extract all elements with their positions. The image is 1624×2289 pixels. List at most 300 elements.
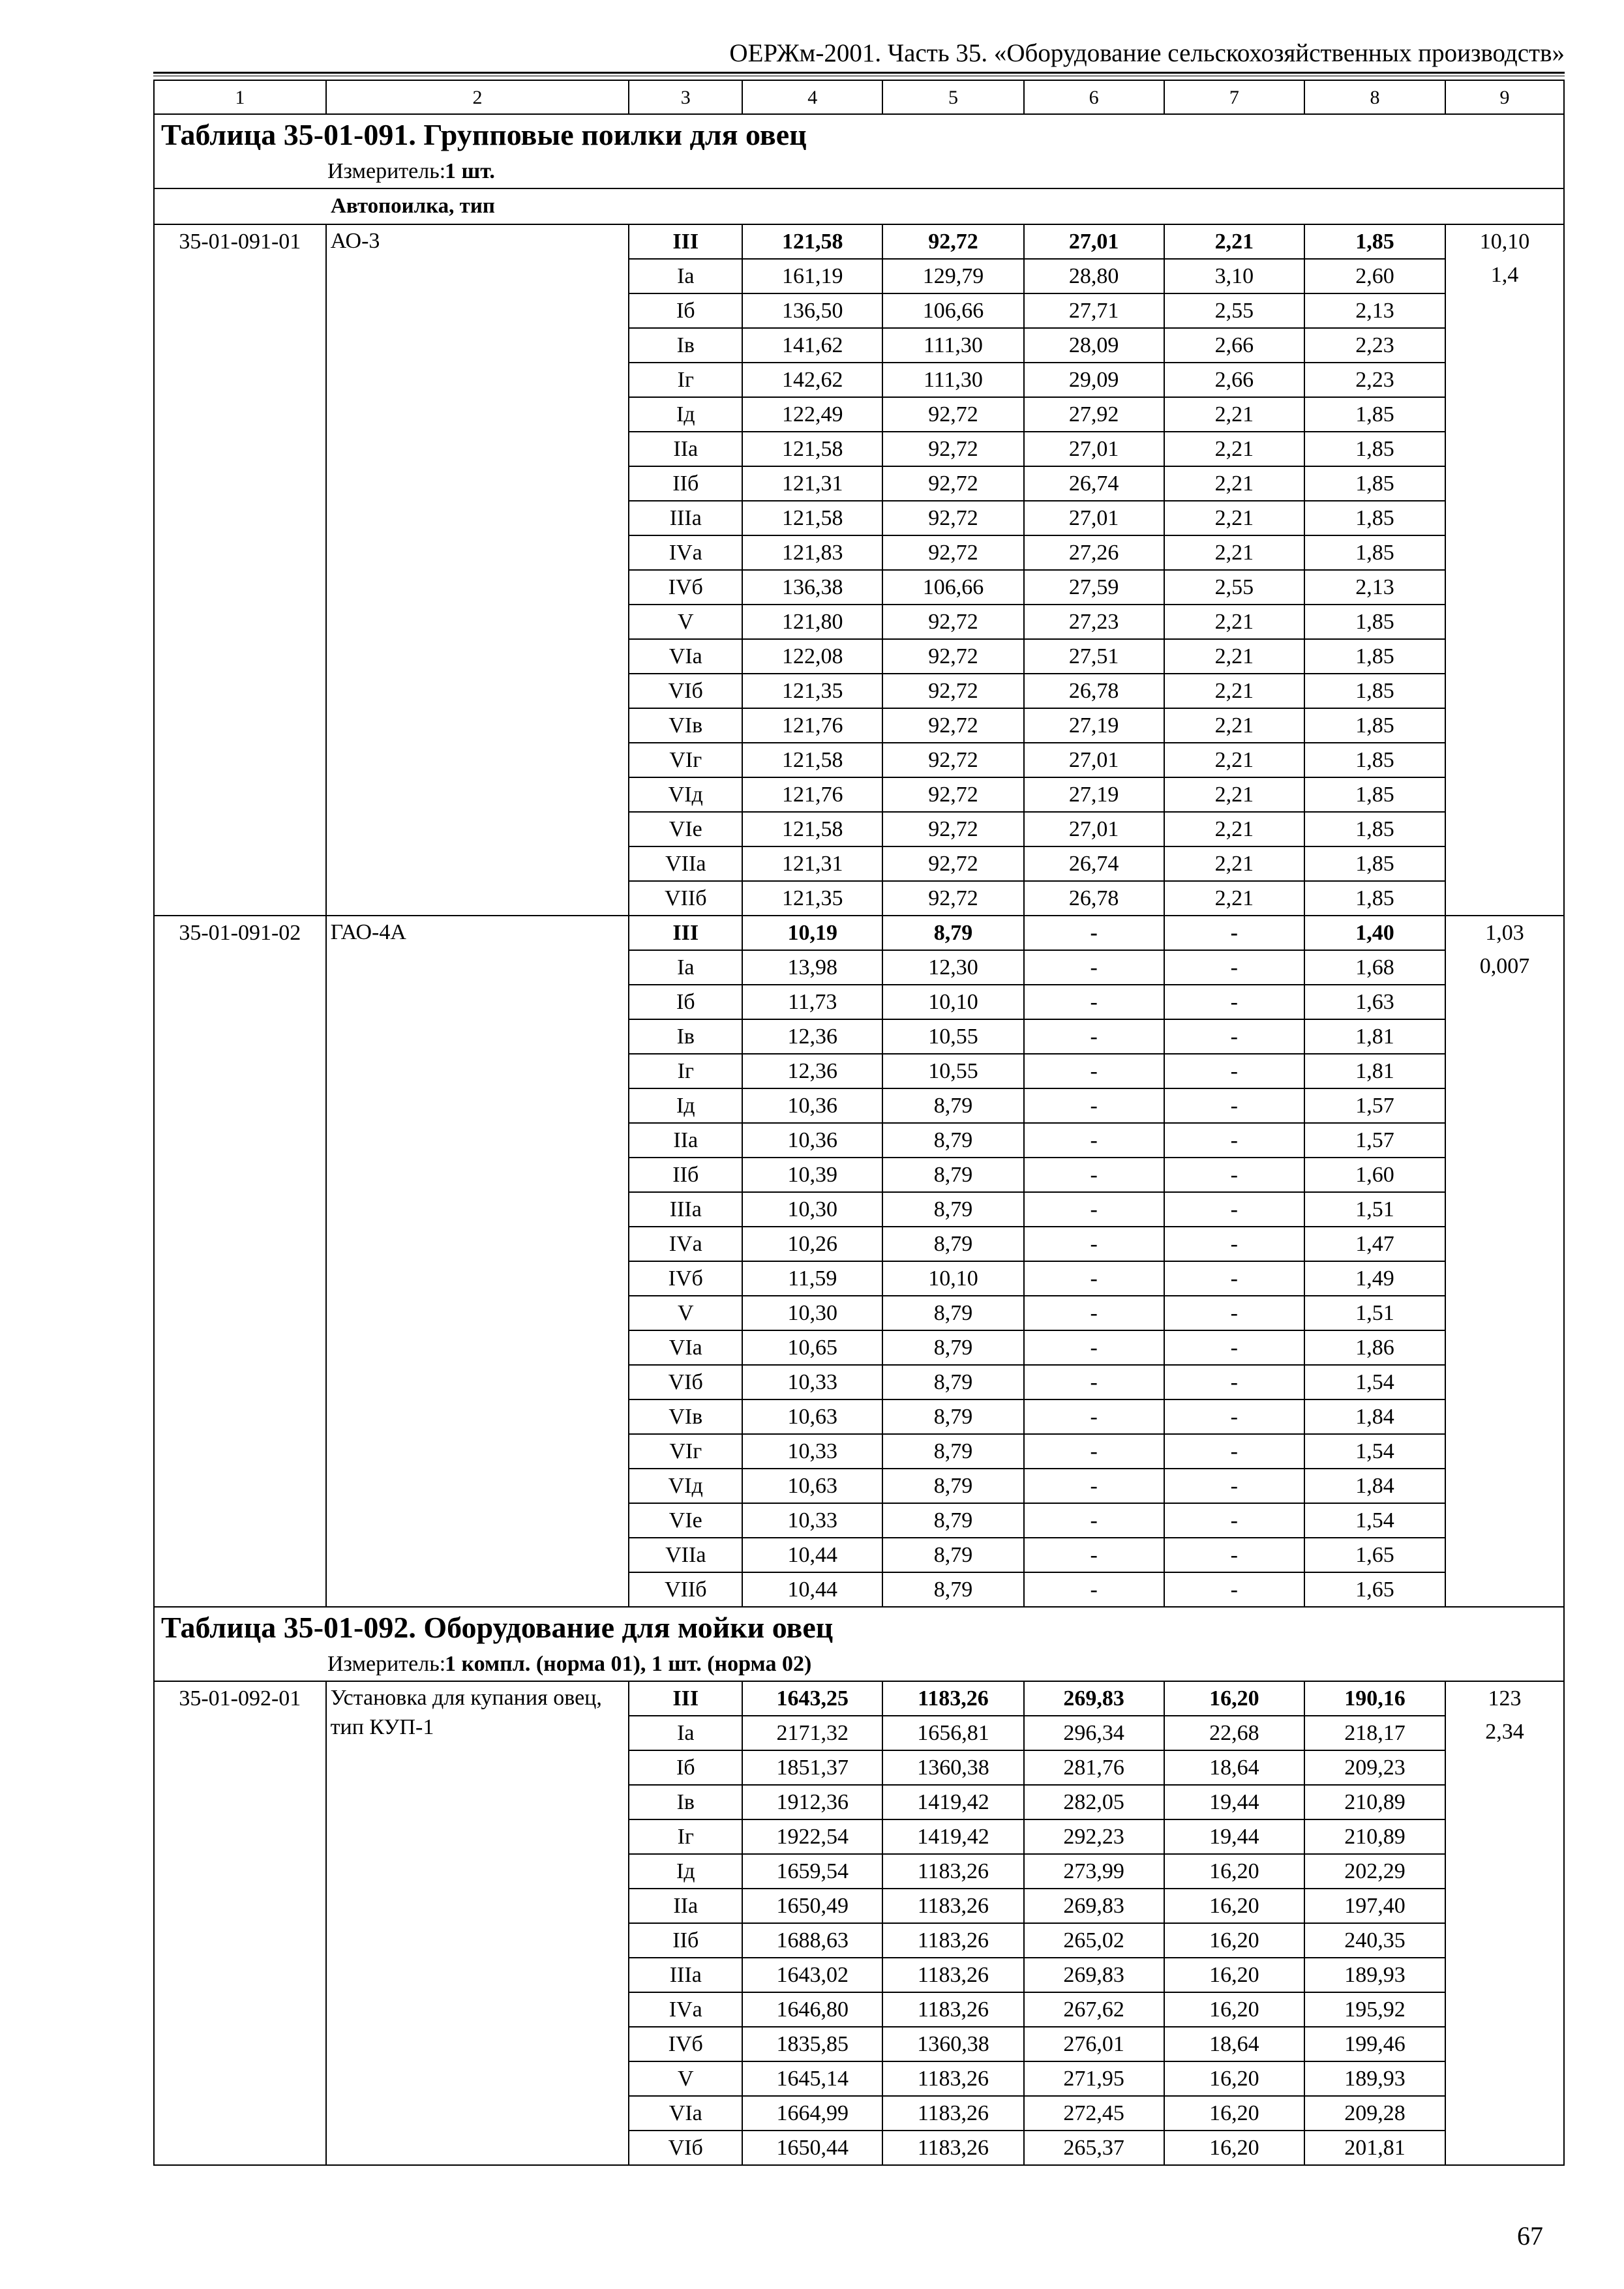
zone-cell: IIа — [629, 432, 742, 466]
value-cell: 2,55 — [1164, 293, 1304, 328]
value-cell: 8,79 — [882, 1158, 1023, 1192]
value-cell: 2,21 — [1164, 708, 1304, 743]
zone-cell: Iб — [629, 1750, 742, 1785]
value-cell: 10,36 — [742, 1088, 882, 1123]
column-number: 7 — [1164, 80, 1304, 114]
zone-cell: V — [629, 1296, 742, 1330]
rates-table — [153, 80, 1565, 2166]
value-cell: 92,72 — [882, 777, 1023, 812]
value-cell: 1183,26 — [882, 1889, 1023, 1923]
value-cell: 195,92 — [1304, 1992, 1445, 2027]
item-name: Установка для купания овец, тип КУП-1 — [326, 1681, 629, 2165]
value-cell: 1,85 — [1304, 224, 1445, 259]
value-cell: 92,72 — [882, 224, 1023, 259]
zone-cell: Iг — [629, 1054, 742, 1088]
value-cell: 189,93 — [1304, 1958, 1445, 1992]
value-cell: - — [1024, 1503, 1164, 1538]
zone-cell: IIб — [629, 1158, 742, 1192]
value-cell: 18,64 — [1164, 1750, 1304, 1785]
value-cell: 1183,26 — [882, 2061, 1023, 2096]
value-cell: 2,21 — [1164, 224, 1304, 259]
zone-cell: IIIа — [629, 1958, 742, 1992]
value-cell: - — [1164, 916, 1304, 950]
unit-label: Измеритель: — [327, 159, 446, 183]
value-cell: 1,85 — [1304, 466, 1445, 501]
value-cell: - — [1024, 1192, 1164, 1227]
value-cell: - — [1024, 1088, 1164, 1123]
value-cell: 8,79 — [882, 1227, 1023, 1261]
value-cell: 1912,36 — [742, 1785, 882, 1819]
zone-cell: III — [629, 916, 742, 950]
value-cell: 1646,80 — [742, 1992, 882, 2027]
zone-cell: IIа — [629, 1123, 742, 1158]
value-cell: 1,85 — [1304, 846, 1445, 881]
value-cell: 2,21 — [1164, 501, 1304, 535]
value-cell: 121,31 — [742, 846, 882, 881]
zone-cell: VIб — [629, 2131, 742, 2165]
value-cell: 1,65 — [1304, 1572, 1445, 1607]
value-cell: 10,44 — [742, 1538, 882, 1572]
value-cell: 2,60 — [1304, 259, 1445, 293]
table-row — [154, 916, 1564, 950]
column-number: 9 — [1445, 80, 1564, 114]
value-cell: 276,01 — [1024, 2027, 1164, 2061]
value-cell: 13,98 — [742, 950, 882, 985]
value-cell: 2,66 — [1164, 363, 1304, 397]
zone-cell: Iа — [629, 950, 742, 985]
value-cell: 16,20 — [1164, 1923, 1304, 1958]
value-cell: - — [1024, 1054, 1164, 1088]
value-cell: 1,85 — [1304, 777, 1445, 812]
value-cell: 2,21 — [1164, 535, 1304, 570]
value-cell: 10,19 — [742, 916, 882, 950]
unit-row — [154, 155, 1564, 188]
column9-cell — [1445, 1681, 1564, 2165]
column9-value: 1,4 — [1490, 263, 1519, 287]
unit-value: 1 компл. (норма 01), 1 шт. (норма 02) — [445, 1652, 812, 1676]
value-cell: 122,49 — [742, 397, 882, 432]
item-name: АО-3 — [326, 224, 629, 916]
zone-cell: Iб — [629, 985, 742, 1019]
value-cell: 1,85 — [1304, 674, 1445, 708]
value-cell: 1419,42 — [882, 1819, 1023, 1854]
value-cell: - — [1164, 1158, 1304, 1192]
zone-cell: VIд — [629, 777, 742, 812]
value-cell: - — [1024, 1019, 1164, 1054]
zone-cell: VIа — [629, 639, 742, 674]
value-cell: 189,93 — [1304, 2061, 1445, 2096]
value-cell: 1,54 — [1304, 1365, 1445, 1399]
column-number: 8 — [1304, 80, 1445, 114]
zone-cell: Iд — [629, 397, 742, 432]
value-cell: 210,89 — [1304, 1819, 1445, 1854]
value-cell: 122,08 — [742, 639, 882, 674]
value-cell: 1,60 — [1304, 1158, 1445, 1192]
value-cell: - — [1164, 1088, 1304, 1123]
value-cell: 1183,26 — [882, 2096, 1023, 2131]
page-number: 67 — [1517, 2221, 1543, 2251]
value-cell: 199,46 — [1304, 2027, 1445, 2061]
zone-cell: III — [629, 224, 742, 259]
value-cell: 210,89 — [1304, 1785, 1445, 1819]
value-cell: 26,74 — [1024, 846, 1164, 881]
value-cell: 92,72 — [882, 501, 1023, 535]
zone-cell: IVб — [629, 1261, 742, 1296]
value-cell: - — [1164, 1019, 1304, 1054]
value-cell: 1,81 — [1304, 1054, 1445, 1088]
value-cell: - — [1024, 1123, 1164, 1158]
running-header: ОЕРЖм-2001. Часть 35. «Оборудование сельскохозяйственных производств» — [729, 39, 1565, 67]
zone-cell: VIIа — [629, 1538, 742, 1572]
value-cell: 1650,49 — [742, 1889, 882, 1923]
value-cell: 2171,32 — [742, 1716, 882, 1750]
zone-cell: VIв — [629, 708, 742, 743]
value-cell: 1,65 — [1304, 1538, 1445, 1572]
value-cell: 29,09 — [1024, 363, 1164, 397]
value-cell: 2,21 — [1164, 605, 1304, 639]
column9-value: 10,10 — [1479, 230, 1530, 254]
zone-cell: VIIб — [629, 881, 742, 916]
value-cell: 1,68 — [1304, 950, 1445, 985]
value-cell: 121,35 — [742, 674, 882, 708]
value-cell: 273,99 — [1024, 1854, 1164, 1889]
column-numbers-row — [154, 80, 1564, 114]
value-cell: 19,44 — [1164, 1819, 1304, 1854]
value-cell: 267,62 — [1024, 1992, 1164, 2027]
value-cell: 8,79 — [882, 916, 1023, 950]
value-cell: - — [1164, 985, 1304, 1019]
value-cell: 161,19 — [742, 259, 882, 293]
value-cell: - — [1024, 985, 1164, 1019]
value-cell: 92,72 — [882, 743, 1023, 777]
subheading-row — [154, 188, 1564, 224]
table-row — [154, 224, 1564, 259]
value-cell: - — [1164, 1365, 1304, 1399]
column9-cell — [1445, 916, 1564, 1607]
item-name: ГАО-4А — [326, 916, 629, 1607]
zone-cell: VIд — [629, 1469, 742, 1503]
value-cell: 12,36 — [742, 1054, 882, 1088]
table-title-row — [154, 114, 1564, 155]
value-cell: 16,20 — [1164, 2061, 1304, 2096]
value-cell: 121,58 — [742, 432, 882, 466]
column-number: 1 — [154, 80, 326, 114]
value-cell: 26,78 — [1024, 674, 1164, 708]
zone-cell: VIа — [629, 1330, 742, 1365]
value-cell: 1183,26 — [882, 1681, 1023, 1716]
value-cell: - — [1164, 1538, 1304, 1572]
value-cell: 1,63 — [1304, 985, 1445, 1019]
value-cell: 281,76 — [1024, 1750, 1164, 1785]
value-cell: 2,21 — [1164, 639, 1304, 674]
value-cell: 92,72 — [882, 812, 1023, 846]
value-cell: 121,76 — [742, 708, 882, 743]
value-cell: - — [1024, 1296, 1164, 1330]
value-cell: 10,30 — [742, 1192, 882, 1227]
value-cell: 8,79 — [882, 1434, 1023, 1469]
value-cell: 190,16 — [1304, 1681, 1445, 1716]
value-cell: 106,66 — [882, 293, 1023, 328]
value-cell: 2,21 — [1164, 397, 1304, 432]
value-cell: - — [1024, 1434, 1164, 1469]
value-cell: 8,79 — [882, 1330, 1023, 1365]
value-cell: - — [1024, 950, 1164, 985]
value-cell: 111,30 — [882, 363, 1023, 397]
column-number: 6 — [1024, 80, 1164, 114]
value-cell: 92,72 — [882, 397, 1023, 432]
value-cell: 269,83 — [1024, 1889, 1164, 1923]
value-cell: - — [1164, 1330, 1304, 1365]
value-cell: 265,02 — [1024, 1923, 1164, 1958]
zone-cell: IIб — [629, 466, 742, 501]
table-row — [154, 1681, 1564, 1716]
zone-cell: IVа — [629, 535, 742, 570]
value-cell: 1,86 — [1304, 1330, 1445, 1365]
zone-cell: VIIб — [629, 1572, 742, 1607]
zone-cell: Iа — [629, 259, 742, 293]
unit-cell — [154, 1648, 1564, 1681]
value-cell: 27,01 — [1024, 501, 1164, 535]
value-cell: 136,38 — [742, 570, 882, 605]
value-cell: 12,36 — [742, 1019, 882, 1054]
column9-value: 123 — [1488, 1686, 1522, 1711]
value-cell: 8,79 — [882, 1123, 1023, 1158]
value-cell: 201,81 — [1304, 2131, 1445, 2165]
value-cell: 8,79 — [882, 1538, 1023, 1572]
value-cell: 2,23 — [1304, 363, 1445, 397]
value-cell: 269,83 — [1024, 1958, 1164, 1992]
zone-cell: Iб — [629, 293, 742, 328]
value-cell: 92,72 — [882, 535, 1023, 570]
value-cell: 121,83 — [742, 535, 882, 570]
zone-cell: Iа — [629, 1716, 742, 1750]
value-cell: 2,21 — [1164, 743, 1304, 777]
value-cell: 1,85 — [1304, 432, 1445, 466]
value-cell: 121,58 — [742, 501, 882, 535]
value-cell: 16,20 — [1164, 1889, 1304, 1923]
zone-cell: IIIа — [629, 501, 742, 535]
value-cell: 2,13 — [1304, 570, 1445, 605]
value-cell: 1,85 — [1304, 812, 1445, 846]
value-cell: - — [1164, 1192, 1304, 1227]
value-cell: 10,33 — [742, 1503, 882, 1538]
value-cell: - — [1024, 1227, 1164, 1261]
value-cell: 265,37 — [1024, 2131, 1164, 2165]
value-cell: 1851,37 — [742, 1750, 882, 1785]
value-cell: 1419,42 — [882, 1785, 1023, 1819]
value-cell: 1183,26 — [882, 1992, 1023, 2027]
value-cell: 1650,44 — [742, 2131, 882, 2165]
value-cell: 1360,38 — [882, 2027, 1023, 2061]
value-cell: 1,47 — [1304, 1227, 1445, 1261]
zone-cell: IVа — [629, 1992, 742, 2027]
zone-cell: Iг — [629, 363, 742, 397]
zone-cell: Iд — [629, 1088, 742, 1123]
table-title: Таблица 35-01-092. Оборудование для мойки овец — [154, 1607, 1564, 1648]
value-cell: 10,10 — [882, 985, 1023, 1019]
value-cell: 2,21 — [1164, 674, 1304, 708]
value-cell: 1,54 — [1304, 1503, 1445, 1538]
zone-cell: Iд — [629, 1854, 742, 1889]
value-cell: - — [1164, 1123, 1304, 1158]
value-cell: 27,19 — [1024, 708, 1164, 743]
value-cell: 202,29 — [1304, 1854, 1445, 1889]
value-cell: 12,30 — [882, 950, 1023, 985]
value-cell: 27,26 — [1024, 535, 1164, 570]
value-cell: 1183,26 — [882, 1854, 1023, 1889]
value-cell: 27,01 — [1024, 432, 1164, 466]
value-cell: - — [1024, 1261, 1164, 1296]
value-cell: - — [1024, 916, 1164, 950]
value-cell: - — [1164, 950, 1304, 985]
value-cell: 11,73 — [742, 985, 882, 1019]
value-cell: 272,45 — [1024, 2096, 1164, 2131]
value-cell: 16,20 — [1164, 2131, 1304, 2165]
value-cell: 10,63 — [742, 1469, 882, 1503]
value-cell: 10,26 — [742, 1227, 882, 1261]
value-cell: 27,01 — [1024, 224, 1164, 259]
zone-cell: VIIа — [629, 846, 742, 881]
value-cell: 1664,99 — [742, 2096, 882, 2131]
value-cell: 2,23 — [1304, 328, 1445, 363]
unit-row — [154, 1648, 1564, 1681]
value-cell: 1,51 — [1304, 1296, 1445, 1330]
value-cell: 1,49 — [1304, 1261, 1445, 1296]
subheading: Автопоилка, тип — [154, 188, 1564, 224]
value-cell: 27,01 — [1024, 743, 1164, 777]
value-cell: 1,51 — [1304, 1192, 1445, 1227]
value-cell: 292,23 — [1024, 1819, 1164, 1854]
column-number: 4 — [742, 80, 882, 114]
value-cell: 27,01 — [1024, 812, 1164, 846]
zone-cell: V — [629, 2061, 742, 2096]
value-cell: 2,21 — [1164, 812, 1304, 846]
value-cell: 28,09 — [1024, 328, 1164, 363]
value-cell: 1659,54 — [742, 1854, 882, 1889]
value-cell: 92,72 — [882, 846, 1023, 881]
zone-cell: III — [629, 1681, 742, 1716]
table-title: Таблица 35-01-091. Групповые поилки для овец — [154, 114, 1564, 155]
value-cell: 142,62 — [742, 363, 882, 397]
value-cell: 296,34 — [1024, 1716, 1164, 1750]
value-cell: - — [1164, 1054, 1304, 1088]
zone-cell: IVа — [629, 1227, 742, 1261]
value-cell: 1,85 — [1304, 397, 1445, 432]
value-cell: 1656,81 — [882, 1716, 1023, 1750]
value-cell: 8,79 — [882, 1572, 1023, 1607]
value-cell: 92,72 — [882, 674, 1023, 708]
value-cell: 10,33 — [742, 1365, 882, 1399]
value-cell: - — [1164, 1296, 1304, 1330]
table-title-row — [154, 1607, 1564, 1648]
value-cell: 2,21 — [1164, 466, 1304, 501]
value-cell: 1360,38 — [882, 1750, 1023, 1785]
value-cell: 18,64 — [1164, 2027, 1304, 2061]
value-cell: 1,84 — [1304, 1469, 1445, 1503]
zone-cell: VIб — [629, 674, 742, 708]
value-cell: 8,79 — [882, 1192, 1023, 1227]
value-cell: 16,20 — [1164, 1992, 1304, 2027]
value-cell: - — [1164, 1572, 1304, 1607]
value-cell: 1,40 — [1304, 916, 1445, 950]
unit-label: Измеритель: — [327, 1652, 446, 1676]
value-cell: 22,68 — [1164, 1716, 1304, 1750]
rate-code: 35-01-091-02 — [154, 916, 326, 1607]
zone-cell: VIг — [629, 743, 742, 777]
value-cell: 111,30 — [882, 328, 1023, 363]
value-cell: 27,59 — [1024, 570, 1164, 605]
value-cell: 1183,26 — [882, 2131, 1023, 2165]
value-cell: 1,81 — [1304, 1019, 1445, 1054]
column9-value: 0,007 — [1479, 954, 1530, 978]
value-cell: 2,21 — [1164, 432, 1304, 466]
value-cell: 121,76 — [742, 777, 882, 812]
value-cell: 1643,02 — [742, 1958, 882, 1992]
value-cell: 27,51 — [1024, 639, 1164, 674]
value-cell: 8,79 — [882, 1088, 1023, 1123]
value-cell: 10,55 — [882, 1054, 1023, 1088]
value-cell: 27,19 — [1024, 777, 1164, 812]
value-cell: 1,85 — [1304, 639, 1445, 674]
value-cell: 26,78 — [1024, 881, 1164, 916]
value-cell: 1183,26 — [882, 1958, 1023, 1992]
value-cell: 1,57 — [1304, 1088, 1445, 1123]
zone-cell: VIг — [629, 1434, 742, 1469]
value-cell: 1922,54 — [742, 1819, 882, 1854]
rate-code: 35-01-092-01 — [154, 1681, 326, 2165]
column9-cell — [1445, 224, 1564, 916]
zone-cell: VIе — [629, 1503, 742, 1538]
value-cell: 10,63 — [742, 1399, 882, 1434]
value-cell: 1,85 — [1304, 501, 1445, 535]
value-cell: 8,79 — [882, 1296, 1023, 1330]
value-cell: 1,85 — [1304, 535, 1445, 570]
value-cell: 240,35 — [1304, 1923, 1445, 1958]
value-cell: 197,40 — [1304, 1889, 1445, 1923]
value-cell: - — [1164, 1261, 1304, 1296]
zone-cell: IVб — [629, 570, 742, 605]
value-cell: 8,79 — [882, 1503, 1023, 1538]
value-cell: 2,55 — [1164, 570, 1304, 605]
value-cell: 92,72 — [882, 466, 1023, 501]
value-cell: 8,79 — [882, 1365, 1023, 1399]
zone-cell: VIа — [629, 2096, 742, 2131]
value-cell: 10,36 — [742, 1123, 882, 1158]
value-cell: 2,13 — [1304, 293, 1445, 328]
value-cell: - — [1024, 1365, 1164, 1399]
rate-code: 35-01-091-01 — [154, 224, 326, 916]
value-cell: 129,79 — [882, 259, 1023, 293]
value-cell: 92,72 — [882, 432, 1023, 466]
value-cell: 1,85 — [1304, 881, 1445, 916]
value-cell: 8,79 — [882, 1399, 1023, 1434]
value-cell: 10,33 — [742, 1434, 882, 1469]
value-cell: 1645,14 — [742, 2061, 882, 2096]
value-cell: 121,35 — [742, 881, 882, 916]
header-rule — [153, 72, 1565, 74]
value-cell: 106,66 — [882, 570, 1023, 605]
value-cell: 121,58 — [742, 224, 882, 259]
zone-cell: Iв — [629, 328, 742, 363]
zone-cell: Iв — [629, 1785, 742, 1819]
column9-value: 1,03 — [1485, 921, 1524, 945]
zone-cell: IVб — [629, 2027, 742, 2061]
value-cell: 2,21 — [1164, 846, 1304, 881]
value-cell: 121,58 — [742, 812, 882, 846]
value-cell: 3,10 — [1164, 259, 1304, 293]
value-cell: 1,84 — [1304, 1399, 1445, 1434]
zone-cell: Iв — [629, 1019, 742, 1054]
